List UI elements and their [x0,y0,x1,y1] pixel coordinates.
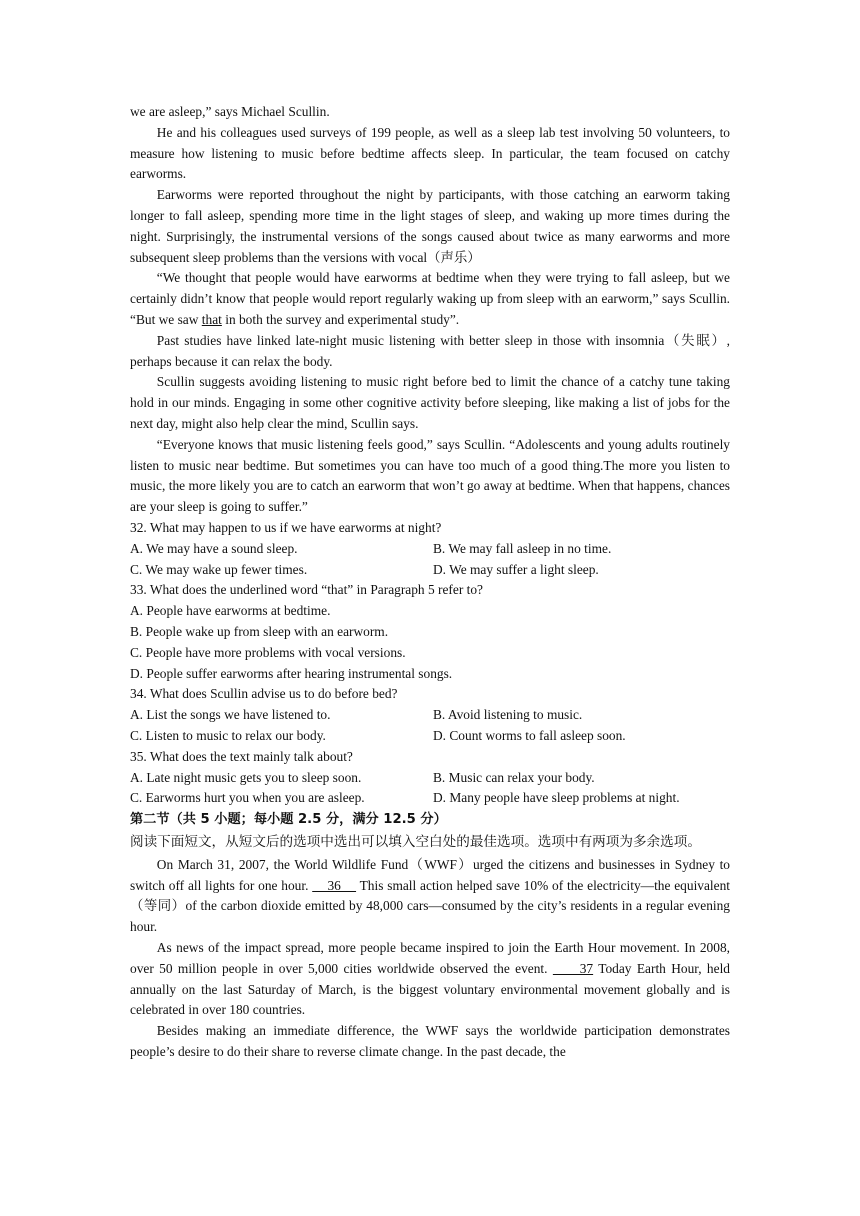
option-a: A. List the songs we have listened to. [130,707,331,723]
question-stem: 33. What does the underlined word “that” in Paragraph 5 refer to? [130,582,483,598]
question-34 [130,684,730,746]
option-d: D. Many people have sleep problems at night. [433,790,680,806]
option-a: A. People have earworms at bedtime. [130,603,331,619]
passage-paragraph-6: Scullin suggests avoiding listening to music right before bed to limit the chance of a catchy tune taking hold in our minds. Engaging in some other cognitive activity before sleeping, like making a list of jobs for the next day, might also help clear the mind, Scullin says. [130,374,730,431]
section-2-heading: 第二节（共 5 小题；每小题 2.5 分，满分 12.5 分） [130,812,447,828]
question-stem: 34. What does Scullin advise us to do before bed? [130,686,398,702]
option-c: C. Earworms hurt you when you are asleep. [130,790,365,806]
cloze-p2-text-a: As news of the impact spread, more people became inspired to join the Earth Hour movement. In 2008, over 50 million people in over 5,000 cities worldwide observed the event. [130,940,730,976]
option-d: D. Count worms to fall asleep soon. [433,727,626,743]
cloze-paragraph-3: Besides making an immediate difference, the WWF says the worldwide participation demonstrates people’s desire to do their share to reverse climate change. In the past decade, the [130,1023,730,1060]
cloze-paragraph-1 [130,855,730,938]
section-2-instruction: 阅读下面短文，从短文后的选项中选出可以填入空白处的最佳选项。选项中有两项为多余选项。 [130,833,701,850]
option-c: C. People have more problems with vocal versions. [130,644,406,660]
question-stem: 35. What does the text mainly talk about? [130,748,353,764]
passage-paragraph-5: Past studies have linked late-night music listening with better sleep in those with insomnia（失眠）, perhaps because it can relax the body. [130,332,730,369]
option-a: A. Late night music gets you to sleep soon. [130,769,362,785]
cloze-p1-text-b: This small action helped save 10% of the electricity—the equivalent（等同）of the carbon dioxide emitted by 48,000 cars—consumed by the city’s residents in a regular evening hour. [130,877,731,935]
passage-paragraph-7: “Everyone knows that music listening feels good,” says Scullin. “Adolescents and young adults routinely listen to music near bedtime. But sometimes you can have too much of a good thing.The more you listen to music, the more likely you are to catch an earworm that won’t go away at bedtime. When that happens, chances are your sleep is going to suffer.” [130,436,730,515]
blank-36: 36 [312,877,357,893]
blank-37: 37 [552,960,594,976]
underlined-word-that: that [201,311,222,327]
option-b: B. People wake up from sleep with an earworm. [130,623,389,639]
option-d: D. People suffer earworms after hearing instrumental songs. [130,665,453,681]
cloze-paragraph-2 [130,938,730,1021]
passage-paragraph-2: He and his colleagues used surveys of 199 people, as well as a sleep lab test involving 50 volunteers, to measure how listening to music before bedtime affects sleep. In particular, the team focused on catchy earworms. [130,124,730,182]
option-b: B. We may fall asleep in no time. [433,540,612,556]
paragraph-4-text-b: in both the survey and experimental study”. [221,311,460,327]
option-d: D. We may suffer a light sleep. [433,561,599,577]
option-c: C. We may wake up fewer times. [130,561,308,577]
question-32 [130,518,730,580]
cloze-p2-text-b: Today Earth Hour, held annually on the last Saturday of March, is the biggest voluntary environmental movement globally and is celebrated in over 180 countries. [130,960,730,1018]
passage-paragraph-1: we are asleep,” says Michael Scullin. [130,104,330,119]
cloze-p1-text-a: On March 31, 2007, the World Wildlife Fund（WWF）urged the citizens and businesses in Sydney to switch off all lights for one hour. [130,856,730,893]
paragraph-4-text-a: “We thought that people would have earworms at bedtime when they were trying to fall asleep, but we certainly didn’t know that people would report regularly waking up from sleep with an earworm,” says Scullin. “But we saw [130,270,730,327]
option-c: C. Listen to music to relax our body. [130,727,326,743]
option-b: B. Avoid listening to music. [433,707,583,723]
question-33 [130,580,730,684]
question-stem: 32. What may happen to us if we have earworms at night? [130,519,442,535]
document-page [130,102,730,1063]
passage-paragraph-3: Earworms were reported throughout the night by participants, with those catching an earworm taking longer to fall asleep, spending more time in the light stages of sleep, and waking up more times during the night. Surprisingly, the instrumental versions of the songs caused about twice as many earworms and more subsequent sleep problems than the versions with vocal（声乐） [130,187,730,265]
option-b: B. Music can relax your body. [433,769,595,785]
option-a: A. We may have a sound sleep. [130,540,298,556]
passage-paragraph-4 [130,268,730,330]
question-35 [130,747,730,809]
